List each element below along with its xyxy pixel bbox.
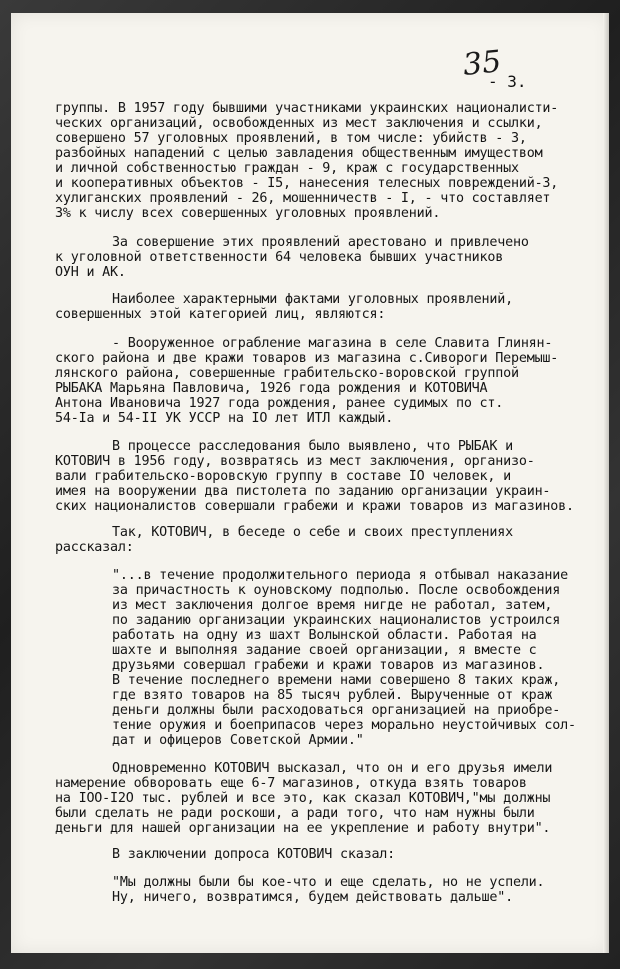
- quote-line: работать на одну из шахт Волынской области. Работая на: [112, 628, 537, 643]
- text-line: намерение обворовать еще 6-7 магазинов, откуда взять товаров: [55, 776, 527, 791]
- quote-line: по заданию организации украинских националистов устроился: [112, 613, 561, 628]
- text-line: лянского района, совершенные грабительско-воровской группой: [55, 366, 519, 381]
- quote-line: тение оружия и боеприпасов через морально неустойчивых сол-: [112, 718, 576, 733]
- text-line: ОУН и АК.: [55, 265, 126, 280]
- quote-line: "Мы должны были бы кое-что и еще сделать, но не успели.: [112, 875, 545, 890]
- text-line: и кооперативных объектов - I5, нанесения телесных повреждений-3,: [55, 176, 559, 191]
- document-page: [11, 13, 609, 953]
- text-line: разбойных нападений с целью завладения общественным имуществом: [55, 146, 543, 161]
- text-line: были сделать не ради роскоши, а ради того, что нам нужны были: [55, 806, 535, 821]
- quote-line: "...в течение продолжительного периода я отбывал наказание: [112, 568, 568, 583]
- quote-line: шахте и выполняя задание своей организации, я вместе с: [112, 643, 537, 658]
- text-line: деньги для нашей организации на ее укрепление и работу внутри".: [55, 821, 551, 836]
- document-text: [11, 13, 609, 953]
- text-line: За совершение этих проявлений арестовано и привлечено: [112, 235, 529, 250]
- text-line: ских националистов совершали грабежи и кражи товаров из магазинов.: [55, 499, 574, 514]
- text-line: 3% к числу всех совершенных уголовных проявлений.: [55, 206, 441, 221]
- text-line: - Вооруженное ограбление магазина в селе Славита Глинян-: [112, 336, 553, 351]
- text-line: ческих организаций, освобожденных из мест заключения и ссылки,: [55, 116, 543, 131]
- quote-line: деньги должны были расходоваться организацией на приобре-: [112, 703, 561, 718]
- handwritten-folio-number: 35: [461, 44, 503, 83]
- quote-line: Ну, ничего, возвратимся, будем действовать дальше".: [112, 890, 513, 905]
- text-line: КОТОВИЧ в 1956 году, возвратясь из мест заключения, организо-: [55, 454, 535, 469]
- text-line: ского района и две кражи товаров из магазина с.Сивороги Перемыш-: [55, 351, 559, 366]
- text-line: к уголовной ответственности 64 человека бывших участников: [55, 250, 504, 265]
- text-line: совершено 57 уголовных проявлений, в том числе: убийств - 3,: [55, 131, 527, 146]
- text-line: на IOO-I2O тыс. рублей и все это, как сказал КОТОВИЧ,"мы должны: [55, 791, 551, 806]
- text-line: имея на вооружении два пистолета по заданию организации украин-: [55, 484, 551, 499]
- text-line: совершенных этой категорией лиц, являются:: [55, 307, 386, 322]
- text-line: В процессе расследования было выявлено, что РЫБАК и: [112, 439, 513, 454]
- text-line: РЫБАКА Марьяна Павловича, 1926 года рождения и КОТОВИЧА: [55, 381, 488, 396]
- quote-line: где взято товаров на 85 тысяч рублей. Вырученные от краж: [112, 688, 553, 703]
- quote-line: за причастность к оуновскому подполью. После освобождения: [112, 583, 561, 598]
- quote-line: В течение последнего времени нами совершено 8 таких краж,: [112, 673, 561, 688]
- text-line: группы. В 1957 году бывшими участниками украинских националисти-: [55, 101, 559, 116]
- text-line: вали грабительско-воровскую группу в составе IO человек, и: [55, 469, 511, 484]
- text-line: В заключении допроса КОТОВИЧ сказал:: [112, 847, 396, 862]
- quote-line: из мест заключения долгое время нигде не работал, затем,: [112, 598, 553, 613]
- text-line: Антона Ивановича 1927 года рождения, ранее судимых по ст.: [55, 396, 504, 411]
- text-line: хулиганских проявлений - 26, мошенничеств - I, - что составляет: [55, 191, 551, 206]
- page-number: - 3.: [488, 72, 527, 91]
- quote-line: дат и офицеров Советской Армии.": [112, 733, 364, 748]
- quote-line: друзьями совершал грабежи и кражи товаров из магазинов.: [112, 658, 545, 673]
- text-line: 54-Iа и 54-II УК УССР на IO лет ИТЛ каждый.: [55, 411, 394, 426]
- text-line: Одновременно КОТОВИЧ высказал, что он и его друзья имели: [112, 761, 553, 776]
- text-line: и личной собственностью граждан - 9, краж с государственных: [55, 161, 519, 176]
- text-line: рассказал:: [55, 540, 134, 555]
- text-line: Так, КОТОВИЧ, в беседе о себе и своих преступлениях: [112, 525, 513, 540]
- text-line: Наиболее характерными фактами уголовных проявлений,: [112, 292, 513, 307]
